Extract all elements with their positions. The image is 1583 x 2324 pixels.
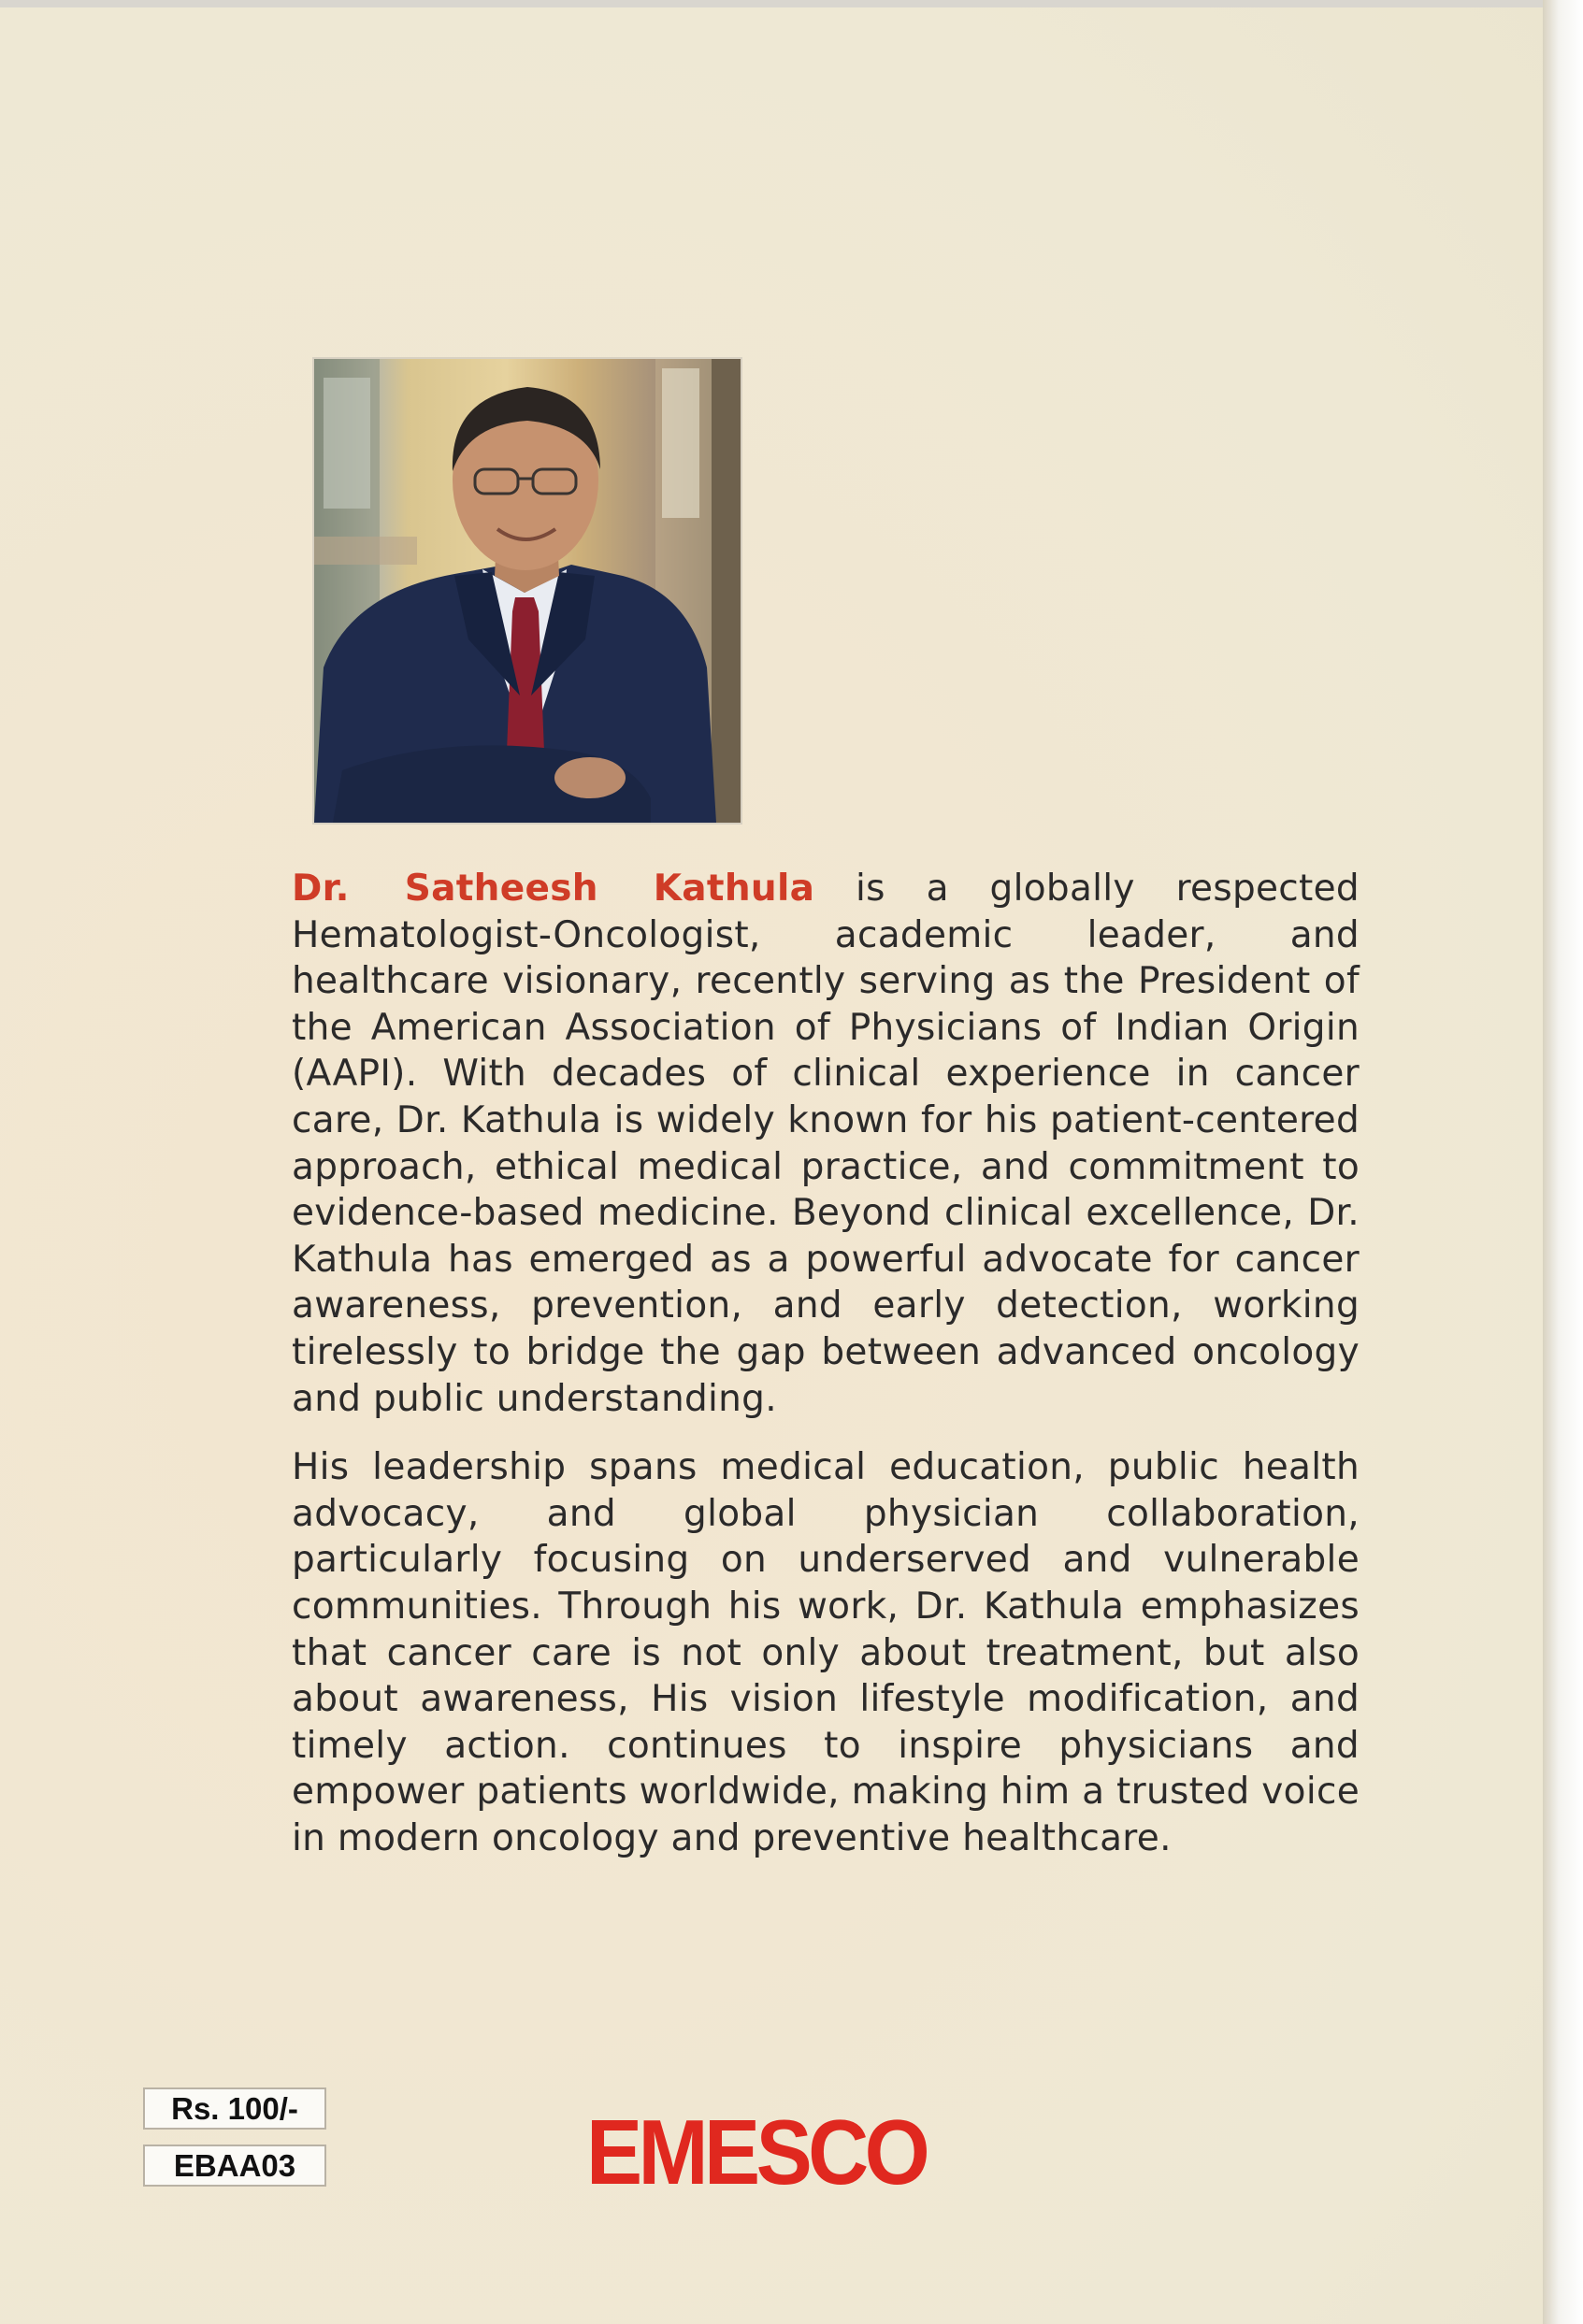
bio-paragraph-1-text: is a globally respected Hematologist-Oncologist, academic leader, and healthcare visionary, recently serving as the President of the American Association of Physicians of Indian Origin (AAPI). With decades of clinical experience in cancer care, Dr. Kathula is widely known for his patient-centered approach, ethical medical practice, and commitment to evidence-based medicine. Beyond clinical excellence, Dr. Kathula has emerged as a powerful advocate for cancer awareness, prevention, and early detection, working tirelessly to bridge the gap between advanced oncology and public understanding. — [292, 868, 1360, 1420]
page-edge-shadow — [1543, 0, 1583, 2324]
author-photo-illustration — [314, 359, 741, 823]
author-portrait — [312, 357, 742, 825]
price-label: Rs. 100/- — [143, 2087, 326, 2130]
publisher-logo: EMESCO — [586, 2101, 927, 2203]
bio-paragraph-2: His leadership spans medical education, public health advocacy, and global physician collaboration, particularly focusing on underserved and vulnerable communities. Through his work, Dr. Kathula emphasizes that cancer care is not only about treatment, but also about awareness, His vision lifestyle modification, and timely action. continues to inspire physicians and empower patients worldwide, making him a trusted voice in modern oncology and preventive healthcare. — [292, 1446, 1360, 1859]
book-code-label: EBAA03 — [143, 2145, 326, 2187]
bio-paragraph-1 — [292, 866, 1360, 1422]
author-bio — [292, 866, 1360, 1861]
author-name: Dr. Satheesh Kathula — [292, 868, 815, 910]
